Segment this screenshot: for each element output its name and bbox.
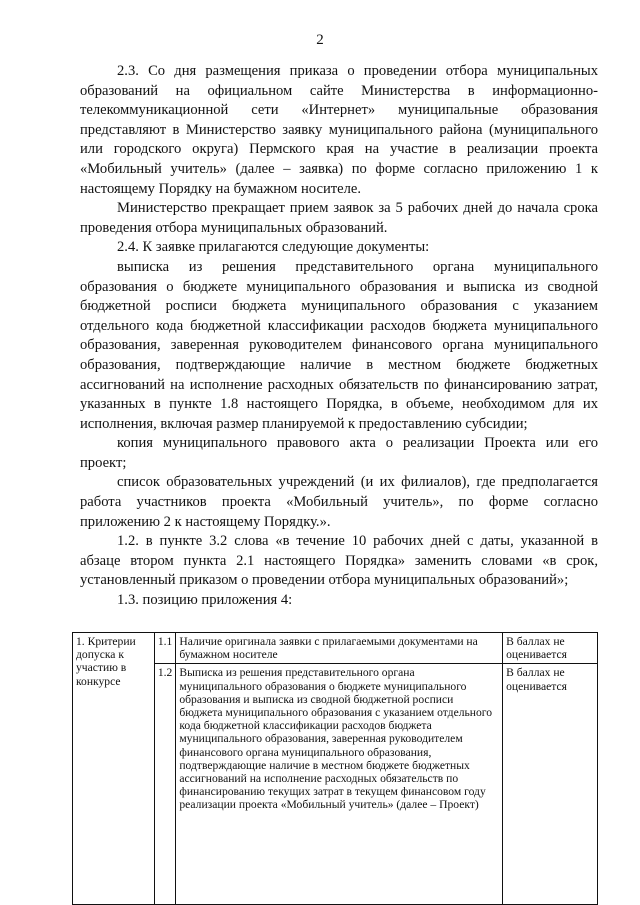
document-body [80,62,598,611]
paragraph-deadline: Министерство прекращает прием заявок за 5 рабочих дней до начала срока проведения отбора муниципальных образований. [80,200,598,236]
row-number-cell: 1.1 [154,633,176,664]
row-number-cell: 1.2 [154,664,176,905]
table-row [73,633,598,664]
description-cell: Наличие оригинала заявки с прилагаемыми документами на бумажном носителе [176,633,503,664]
criteria-table [72,632,598,905]
paragraph-2-4: 2.4. К заявке прилагаются следующие документы: [117,239,430,256]
description-cell: Выписка из решения представительного органа муниципального образования о бюджете муниципального образования и выписка из сводной бюджетной росписи бюджета муниципального образования с указанием отдельного кода бюджетной классификации расходов бюджета муниципального образования, заверенная руководителем финансового органа муниципального образования, подтверждающие наличие в местном бюджете бюджетных ассигнований на исполнение расходных обязательств по финансированию текущих затрат в текущем финансовом году реализации проекта «Мобильный учитель» (далее – Проект) [176,664,503,905]
criteria-cell: 1. Критерии допуска к участию в конкурсе [73,633,155,905]
paragraph-act-copy: копия муниципального правового акта о реализации Проекта или его проект; [80,435,598,471]
paragraph-schools-list: список образовательных учреждений (и их филиалов), где предполагается работа участников проекта «Мобильный учитель», по форме согласно приложению 2 к настоящему Порядку.». [80,474,598,530]
page-number: 2 [316,32,324,48]
paragraph-budget-extract: выписка из решения представительного органа муниципального образования о бюджете муниципального образования и выписка из сводной бюджетной росписи бюджета муниципального образования с указанием отдельного кода бюджетной классификации расходов бюджета муниципального образования, заверенная руководителем финансового органа муниципального образования, подтверждающие наличие в местном бюджете бюджетных ассигнований на исполнение расходных обязательств по финансированию затрат, указанных в пункте 1.8 настоящего Порядка, в объеме, необходимом для их исполнения, включая размер планируемой к предоставлению субсидии; [80,258,598,432]
paragraph-1-2: 1.2. в пункте 3.2 слова «в течение 10 рабочих дней с даты, указанной в абзаце втором пункта 2.1 настоящего Порядка» заменить словами «в срок, установленный приказом о проведении отбора муниципальных образований»; [80,533,598,589]
paragraph-2-3: 2.3. Со дня размещения приказа о проведении отбора муниципальных образований на официальном сайте Министерства в информационно-телекоммуникационной сети «Интернет» муниципальные образования представляют в Министерство заявку муниципального района (муниципального или городского округа) Пермского края на участие в реализации проекта «Мобильный учитель» (далее – заявка) по форме согласно приложению 1 к настоящему Порядку на бумажном носителе. [80,63,598,197]
evaluation-cell: В баллах не оценивается [503,633,598,664]
evaluation-cell: В баллах не оценивается [503,664,598,905]
paragraph-1-3: 1.3. позицию приложения 4: [117,592,293,609]
